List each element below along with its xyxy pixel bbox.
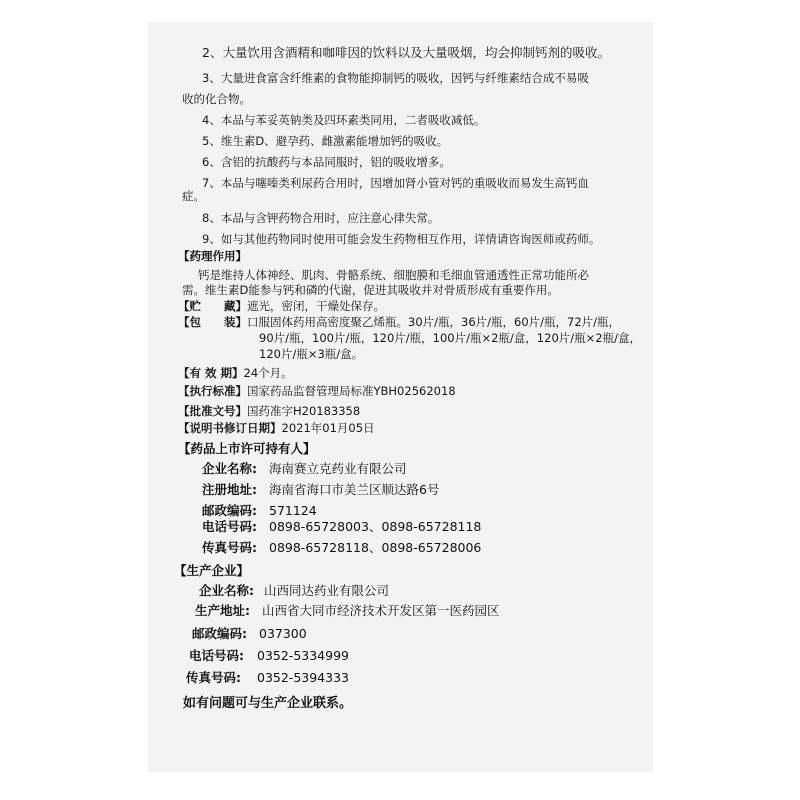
packaging-label: 【包 装】 [178,315,247,329]
pharmacology-heading: 【药理作用】 [178,249,247,263]
pharmacology-text-1: 钙是维持人体神经、肌肉、骨骼系统、细胞膜和毛细血管通透性正常功能所必 [198,268,589,282]
interaction-item-4: 4、本品与苯妥英钠类及四环素类同用，二者吸收减低。 [202,113,486,127]
validity-row [178,366,293,380]
packaging-line-3: 120片/瓶×3瓶/盒。 [259,347,364,361]
storage-row [178,299,385,313]
manufacturer-postcode-label: 邮政编码: [192,626,247,641]
interaction-item-7: 7、本品与噻嗪类利尿药合用时，因增加肾小管对钙的重吸收而易发生高钙血 [202,176,589,190]
manufacturer-postcode-row [192,626,307,642]
interaction-item-5: 5、维生素D、避孕药、雌激素能增加钙的吸收。 [202,134,449,148]
contact-note: 如有问题可与生产企业联系。 [183,696,353,711]
holder-fax-label: 传真号码: [202,540,257,555]
revision-label: 【说明书修订日期】 [178,421,282,435]
manufacturer-postcode-value: 037300 [259,626,307,641]
manufacturer-fax-label: 传真号码: [186,670,241,685]
packaging-row [178,315,620,329]
standard-value: 国家药品监督管理局标准YBH02562018 [247,384,456,398]
manufacturer-fax-row [186,670,349,686]
holder-postcode-row [202,503,317,519]
manufacturer-address-row [195,603,500,619]
holder-company-value: 海南赛立克药业有限公司 [269,461,407,476]
interaction-item-6: 6、含铝的抗酸药与本品同服时，铝的吸收增多。 [202,155,451,169]
standard-label: 【执行标准】 [178,384,247,398]
approval-label: 【批准文号】 [178,404,247,418]
holder-postcode-label: 邮政编码: [202,503,257,518]
holder-fax-row [202,540,481,556]
holder-fax-value: 0898-65728118、0898-65728006 [269,540,482,555]
storage-value: 遮光，密闭，干燥处保存。 [247,299,385,313]
manufacturer-company-row [199,583,389,599]
storage-label: 【贮 藏】 [178,299,247,313]
holder-address-row [202,482,439,498]
approval-value: 国药准字H20183358 [247,404,361,418]
packaging-line-1: 口服固体药用高密度聚乙烯瓶。30片/瓶，36片/瓶，60片/瓶，72片/瓶， [247,315,621,329]
holder-phone-label: 电话号码: [202,519,257,534]
manufacturer-phone-label: 电话号码: [189,648,244,663]
validity-label: 【有 效 期】 [178,366,244,380]
holder-address-value: 海南省海口市美兰区顺达路6号 [269,482,440,497]
manufacturer-company-value: 山西同达药业有限公司 [264,583,390,598]
manufacturer-address-label: 生产地址: [195,603,250,618]
interaction-item-3: 3、大量进食富含纤维素的食物能抑制钙的吸收，因钙与纤维素结合成不易吸 [202,71,589,85]
standard-row [178,384,456,398]
manufacturer-heading: 【生产企业】 [174,563,250,578]
interaction-item-9: 9、如与其他药物同时使用可能会发生药物相互作用，详情请咨询医师或药师。 [202,232,601,246]
holder-company-label: 企业名称: [202,461,257,476]
revision-value: 2021年01月05日 [281,421,375,435]
holder-postcode-value: 571124 [269,503,317,518]
holder-address-label: 注册地址: [202,482,257,497]
manufacturer-company-label: 企业名称: [199,583,254,598]
pharmacology-text-2: 需。维生素D能参与钙和磷的代谢，促进其吸收并对骨质形成有重要作用。 [182,283,559,297]
manufacturer-fax-value: 0352-5394333 [257,670,349,685]
interaction-item-8: 8、本品与含钾药物合用时，应注意心律失常。 [202,211,440,225]
holder-phone-value: 0898-65728003、0898-65728118 [269,519,482,534]
manufacturer-phone-row [189,648,349,664]
holder-company-row [202,461,407,477]
packaging-line-2: 90片/瓶，100片/瓶，120片/瓶，100片/瓶×2瓶/盒，120片/瓶×2瓶/盒， [259,331,641,345]
manufacturer-phone-value: 0352-5334999 [257,648,349,663]
interaction-item-3-cont: 收的化合物。 [182,92,251,106]
interaction-item-2: 2、大量饮用含酒精和咖啡因的饮料以及大量吸烟，均会抑制钙剂的吸收。 [202,45,610,60]
approval-row [178,404,360,418]
revision-row [178,421,375,435]
validity-value: 24个月。 [243,366,293,380]
holder-heading: 【药品上市许可持有人】 [178,441,316,456]
holder-phone-row [202,519,481,535]
interaction-item-7-cont: 症。 [182,189,205,203]
manufacturer-address-value: 山西省大同市经济技术开发区第一医药园区 [262,603,500,618]
